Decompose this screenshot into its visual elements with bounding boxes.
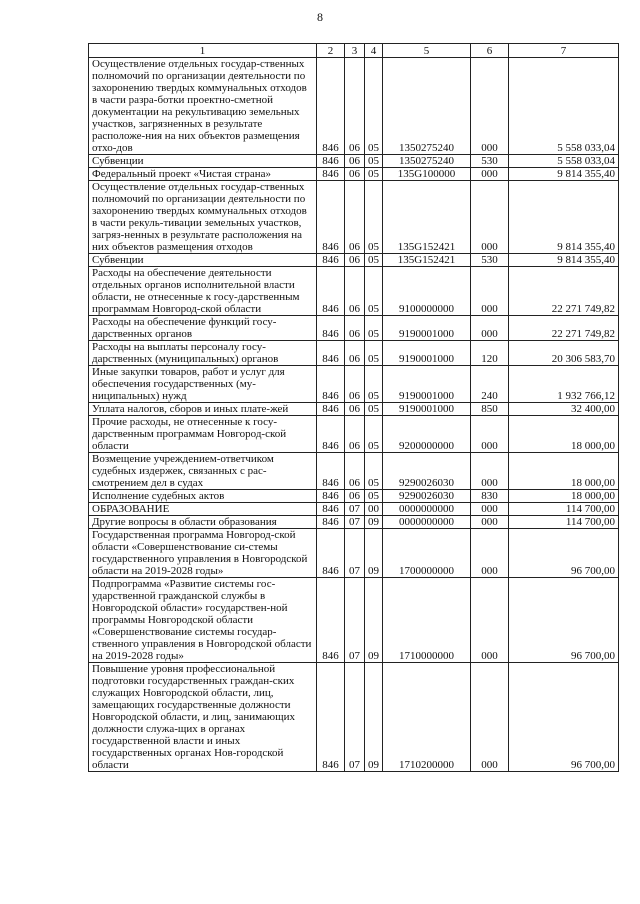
- amount-cell: 96 700,00: [509, 578, 619, 663]
- ministry-code-cell: 846: [317, 316, 345, 341]
- expense-type-cell: 000: [471, 578, 509, 663]
- row-name-cell: Повышение уровня профессиональной подготовки государственных граждан-ских служащих Новгородской области, лиц, замещающих государственные должности Новгородской области, и лиц, занимающих должности служа-щих в органах государственной власти и иных государственных органах Нов-городской области: [89, 663, 317, 772]
- column-header: 6: [471, 44, 509, 58]
- section-code-cell: 06: [345, 416, 365, 453]
- expense-type-cell: 000: [471, 181, 509, 254]
- expense-type-cell: 000: [471, 453, 509, 490]
- table-row: [89, 366, 619, 403]
- section-code-cell: 06: [345, 181, 365, 254]
- target-article-cell: 0000000000: [383, 516, 471, 529]
- amount-cell: 22 271 749,82: [509, 316, 619, 341]
- section-code-cell: 06: [345, 254, 365, 267]
- row-name-cell: Субвенции: [89, 254, 317, 267]
- row-name-cell: ОБРАЗОВАНИЕ: [89, 503, 317, 516]
- column-header: 4: [365, 44, 383, 58]
- target-article-cell: 135G152421: [383, 181, 471, 254]
- target-article-cell: 1350275240: [383, 58, 471, 155]
- target-article-cell: 1710200000: [383, 663, 471, 772]
- amount-cell: 22 271 749,82: [509, 267, 619, 316]
- expense-type-cell: 000: [471, 58, 509, 155]
- expense-type-cell: 850: [471, 403, 509, 416]
- section-code-cell: 06: [345, 316, 365, 341]
- amount-cell: 9 814 355,40: [509, 254, 619, 267]
- ministry-code-cell: 846: [317, 181, 345, 254]
- subsection-code-cell: 09: [365, 578, 383, 663]
- section-code-cell: 06: [345, 341, 365, 366]
- table-row: [89, 503, 619, 516]
- table-row: [89, 58, 619, 155]
- amount-cell: 5 558 033,04: [509, 58, 619, 155]
- target-article-cell: 135G152421: [383, 254, 471, 267]
- section-code-cell: 07: [345, 503, 365, 516]
- table-row: [89, 254, 619, 267]
- expense-type-cell: 530: [471, 254, 509, 267]
- amount-cell: 32 400,00: [509, 403, 619, 416]
- subsection-code-cell: 05: [365, 58, 383, 155]
- row-name-cell: Расходы на обеспечение функций госу-дарственных органов: [89, 316, 317, 341]
- table-row: [89, 529, 619, 578]
- target-article-cell: 135G100000: [383, 168, 471, 181]
- row-name-cell: Прочие расходы, не отнесенные к госу-дарственным программам Новгород-ской области: [89, 416, 317, 453]
- row-name-cell: Осуществление отдельных государ-ственных полномочий по организации деятельности по захоронению твердых коммунальных отходов в части рекуль-тивации земельных участков, загряз-ненных в результате расположения на них объектов размещения отходов: [89, 181, 317, 254]
- table-row: [89, 453, 619, 490]
- section-code-cell: 07: [345, 578, 365, 663]
- amount-cell: 18 000,00: [509, 453, 619, 490]
- target-article-cell: 9100000000: [383, 267, 471, 316]
- section-code-cell: 06: [345, 168, 365, 181]
- section-code-cell: 07: [345, 529, 365, 578]
- ministry-code-cell: 846: [317, 58, 345, 155]
- section-code-cell: 06: [345, 267, 365, 316]
- table-row: [89, 663, 619, 772]
- amount-cell: 18 000,00: [509, 416, 619, 453]
- subsection-code-cell: 05: [365, 416, 383, 453]
- row-name-cell: Уплата налогов, сборов и иных плате-жей: [89, 403, 317, 416]
- row-name-cell: Расходы на обеспечение деятельности отдельных органов исполнительной власти области, не отнесенные к госу-дарственным программам Новгород-ской области: [89, 267, 317, 316]
- ministry-code-cell: 846: [317, 155, 345, 168]
- subsection-code-cell: 05: [365, 155, 383, 168]
- ministry-code-cell: 846: [317, 578, 345, 663]
- row-name-cell: Возмещение учреждением-ответчиком судебных издержек, связанных с рас-смотрением дел в судах: [89, 453, 317, 490]
- expense-type-cell: 000: [471, 503, 509, 516]
- expense-type-cell: 000: [471, 168, 509, 181]
- expense-type-cell: 000: [471, 416, 509, 453]
- amount-cell: 5 558 033,04: [509, 155, 619, 168]
- row-name-cell: Иные закупки товаров, работ и услуг для обеспечения государственных (му-ниципальных) нужд: [89, 366, 317, 403]
- subsection-code-cell: 05: [365, 453, 383, 490]
- row-name-cell: Подпрограмма «Развитие системы гос-ударственной гражданской службы в Новгородской области» государствен-ной программы Новгородской области «Совершенствование системы государ-ственного управления в Новгородской области на 2019-2028 годы»: [89, 578, 317, 663]
- expense-type-cell: 240: [471, 366, 509, 403]
- subsection-code-cell: 05: [365, 267, 383, 316]
- target-article-cell: 1710000000: [383, 578, 471, 663]
- subsection-code-cell: 09: [365, 529, 383, 578]
- column-header: 5: [383, 44, 471, 58]
- amount-cell: 114 700,00: [509, 503, 619, 516]
- expense-type-cell: 530: [471, 155, 509, 168]
- subsection-code-cell: 05: [365, 168, 383, 181]
- table-row: [89, 267, 619, 316]
- section-code-cell: 06: [345, 58, 365, 155]
- header-row: [89, 44, 619, 58]
- section-code-cell: 06: [345, 366, 365, 403]
- row-name-cell: Государственная программа Новгород-ской области «Совершенствование си-стемы государственного управления в Новгородской области на 2019-2028 годы»: [89, 529, 317, 578]
- table-body: [89, 58, 619, 772]
- amount-cell: 114 700,00: [509, 516, 619, 529]
- table-row: [89, 490, 619, 503]
- target-article-cell: 9290026030: [383, 453, 471, 490]
- target-article-cell: 9190001000: [383, 316, 471, 341]
- row-name-cell: Расходы на выплаты персоналу госу-дарственных (муниципальных) органов: [89, 341, 317, 366]
- section-code-cell: 06: [345, 403, 365, 416]
- table-row: [89, 341, 619, 366]
- expense-type-cell: 000: [471, 516, 509, 529]
- expense-type-cell: 830: [471, 490, 509, 503]
- table-row: [89, 416, 619, 453]
- amount-cell: 96 700,00: [509, 529, 619, 578]
- row-name-cell: Осуществление отдельных государ-ственных полномочий по организации деятельности по захоронению твердых коммунальных отходов в части разра-ботки проектно-сметной документации на рекультивацию земельных участков, загрязненных в результате расположе-ния на них объектов размещения отхо-дов: [89, 58, 317, 155]
- amount-cell: 9 814 355,40: [509, 181, 619, 254]
- column-header: 1: [89, 44, 317, 58]
- column-header: 2: [317, 44, 345, 58]
- expense-type-cell: 000: [471, 267, 509, 316]
- table-row: [89, 316, 619, 341]
- ministry-code-cell: 846: [317, 403, 345, 416]
- table-row: [89, 578, 619, 663]
- section-code-cell: 07: [345, 663, 365, 772]
- ministry-code-cell: 846: [317, 416, 345, 453]
- ministry-code-cell: 846: [317, 267, 345, 316]
- subsection-code-cell: 05: [365, 403, 383, 416]
- table-row: [89, 403, 619, 416]
- subsection-code-cell: 09: [365, 516, 383, 529]
- subsection-code-cell: 00: [365, 503, 383, 516]
- table-row: [89, 155, 619, 168]
- ministry-code-cell: 846: [317, 529, 345, 578]
- amount-cell: 96 700,00: [509, 663, 619, 772]
- table-row: [89, 516, 619, 529]
- subsection-code-cell: 05: [365, 181, 383, 254]
- target-article-cell: 1700000000: [383, 529, 471, 578]
- budget-table: [88, 43, 619, 772]
- row-name-cell: Другие вопросы в области образования: [89, 516, 317, 529]
- section-code-cell: 06: [345, 453, 365, 490]
- ministry-code-cell: 846: [317, 341, 345, 366]
- expense-type-cell: 120: [471, 341, 509, 366]
- subsection-code-cell: 09: [365, 663, 383, 772]
- section-code-cell: 06: [345, 490, 365, 503]
- expense-type-cell: 000: [471, 316, 509, 341]
- column-header: 7: [509, 44, 619, 58]
- row-name-cell: Федеральный проект «Чистая страна»: [89, 168, 317, 181]
- ministry-code-cell: 846: [317, 453, 345, 490]
- target-article-cell: 1350275240: [383, 155, 471, 168]
- amount-cell: 20 306 583,70: [509, 341, 619, 366]
- target-article-cell: 0000000000: [383, 503, 471, 516]
- ministry-code-cell: 846: [317, 366, 345, 403]
- expense-type-cell: 000: [471, 529, 509, 578]
- target-article-cell: 9200000000: [383, 416, 471, 453]
- target-article-cell: 9290026030: [383, 490, 471, 503]
- section-code-cell: 06: [345, 155, 365, 168]
- subsection-code-cell: 05: [365, 366, 383, 403]
- amount-cell: 18 000,00: [509, 490, 619, 503]
- row-name-cell: Субвенции: [89, 155, 317, 168]
- column-header: 3: [345, 44, 365, 58]
- ministry-code-cell: 846: [317, 663, 345, 772]
- target-article-cell: 9190001000: [383, 341, 471, 366]
- table-row: [89, 168, 619, 181]
- ministry-code-cell: 846: [317, 503, 345, 516]
- ministry-code-cell: 846: [317, 490, 345, 503]
- subsection-code-cell: 05: [365, 341, 383, 366]
- subsection-code-cell: 05: [365, 316, 383, 341]
- target-article-cell: 9190001000: [383, 403, 471, 416]
- subsection-code-cell: 05: [365, 254, 383, 267]
- section-code-cell: 07: [345, 516, 365, 529]
- ministry-code-cell: 846: [317, 168, 345, 181]
- table-row: [89, 181, 619, 254]
- row-name-cell: Исполнение судебных актов: [89, 490, 317, 503]
- amount-cell: 9 814 355,40: [509, 168, 619, 181]
- ministry-code-cell: 846: [317, 254, 345, 267]
- page-number: 8: [317, 10, 323, 24]
- ministry-code-cell: 846: [317, 516, 345, 529]
- expense-type-cell: 000: [471, 663, 509, 772]
- target-article-cell: 9190001000: [383, 366, 471, 403]
- subsection-code-cell: 05: [365, 490, 383, 503]
- amount-cell: 1 932 766,12: [509, 366, 619, 403]
